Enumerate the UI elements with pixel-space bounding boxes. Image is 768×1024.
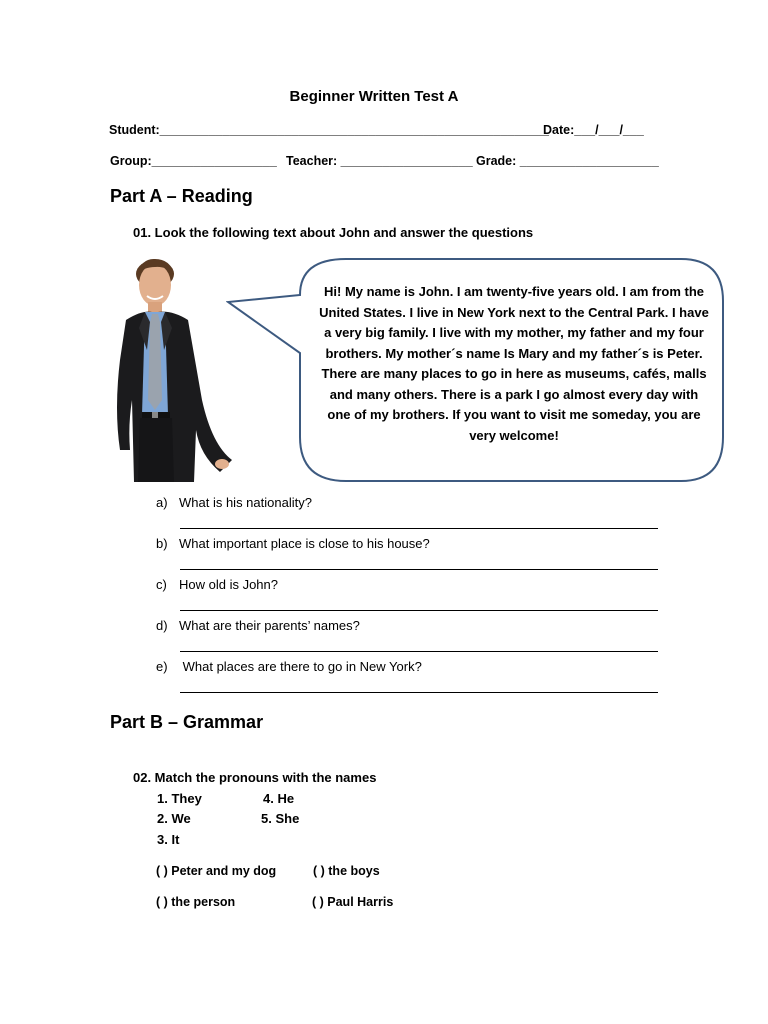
pronoun-item: 2. We xyxy=(157,811,191,826)
question-text: How old is John? xyxy=(179,577,278,592)
question-letter: b) xyxy=(156,536,168,551)
question-text: What is his nationality? xyxy=(179,495,312,510)
reading-instruction: 01. Look the following text about John and answer the questions xyxy=(133,225,534,240)
question-a xyxy=(156,495,312,510)
grammar-instruction: 02. Match the pronouns with the names xyxy=(133,770,377,785)
question-c xyxy=(156,577,278,592)
question-text: What important place is close to his house? xyxy=(179,536,430,551)
pronoun-item: 4. He xyxy=(263,791,295,806)
match-item[interactable]: ( ) Paul Harris xyxy=(312,895,394,909)
question-letter: d) xyxy=(156,618,168,633)
answer-line-b[interactable] xyxy=(180,569,658,570)
question-text: What are their parents’ names? xyxy=(179,618,360,633)
teacher-field: Teacher: ___________________ xyxy=(286,154,473,168)
pronoun-item: 5. She xyxy=(261,811,300,826)
john-intro-text: Hi! My name is John. I am twenty-five years old. I am from the United States. I live in New York next to the Central Park. I have a very big family. I live with my mother, my father and my four brothers. My mother´s name Is Mary and my father´s is Peter. There are many places to go in here as museums, cafés, malls and many others. There is a park I go almost every day with one of my brothers. If you want to visit me someday, you are very welcome! xyxy=(319,284,709,443)
answer-line-e[interactable] xyxy=(180,692,658,693)
answer-line-c[interactable] xyxy=(180,610,658,611)
question-e xyxy=(156,659,422,674)
answer-line-d[interactable] xyxy=(180,651,658,652)
test-title: Beginner Written Test A xyxy=(289,88,459,105)
answer-line-a[interactable] xyxy=(180,528,658,529)
question-letter: e) xyxy=(156,659,168,674)
part-a-heading: Part A – Reading xyxy=(110,186,253,206)
question-text: What places are there to go in New York? xyxy=(179,659,422,674)
question-letter: c) xyxy=(156,577,167,592)
group-field: Group:__________________ xyxy=(110,154,277,168)
grade-field: Grade: ____________________ xyxy=(476,154,659,168)
question-b xyxy=(156,536,430,551)
pronoun-item: 3. It xyxy=(157,832,180,847)
match-item[interactable]: ( ) the boys xyxy=(313,864,380,878)
student-field: Student:________________________________________________________ xyxy=(109,123,549,137)
part-b-heading: Part B – Grammar xyxy=(110,712,264,732)
date-field: Date:___/___/___ xyxy=(543,123,644,137)
match-item[interactable]: ( ) Peter and my dog xyxy=(156,864,277,878)
pronoun-item: 1. They xyxy=(157,791,202,806)
question-d xyxy=(156,618,360,633)
match-item[interactable]: ( ) the person xyxy=(156,895,236,909)
question-letter: a) xyxy=(156,495,168,510)
